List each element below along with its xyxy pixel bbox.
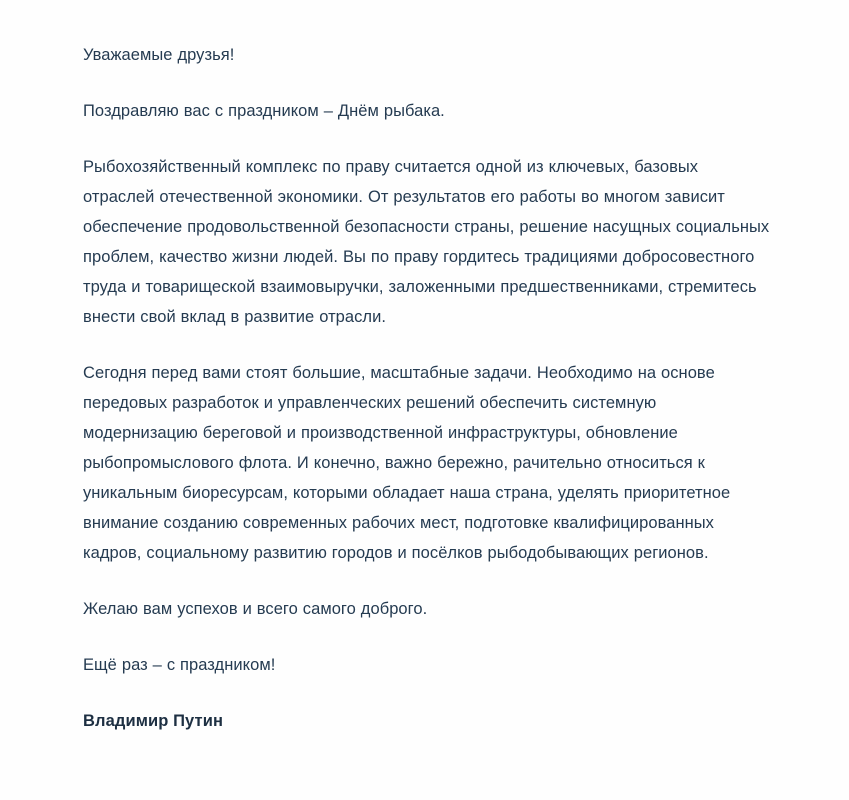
signature-spacer (83, 680, 773, 706)
paragraph-body-2: Сегодня перед вами стоят большие, масштабные задачи. Необходимо на основе передовых разработок и управленческих решений обеспечить системную модернизацию береговой и производственной инфраструктуры, обновление рыбопромыслового флота. И конечно, важно бережно, рачительно относиться к уникальным биоресурсам, которыми обладает наша страна, уделять приоритетное внимание созданию современных рабочих мест, подготовке квалифицированных кадров, социальному развитию городов и посёлков рыбодобывающих регионов. (83, 364, 731, 562)
paragraph-closing: Ещё раз – с праздником! (83, 656, 276, 674)
paragraph-wishes: Желаю вам успехов и всего самого доброго. (83, 600, 428, 618)
paragraph-spacer (83, 70, 773, 96)
paragraph-occasion: Поздравляю вас с праздником – Днём рыбака. (83, 102, 445, 120)
signature-name: Владимир Путин (83, 712, 224, 730)
paragraph-spacer (83, 624, 773, 650)
paragraph-spacer (83, 332, 773, 358)
paragraph-greeting: Уважаемые друзья! (83, 46, 235, 64)
paragraph-body-1: Рыбохозяйственный комплекс по праву считается одной из ключевых, базовых отраслей отечественной экономики. От результатов его работы во многом зависит обеспечение продовольственной безопасности страны, решение насущных социальных проблем, качество жизни людей. Вы по праву гордитесь традициями добросовестного труда и товарищеской взаимовыручки, заложенными предшественниками, стремитесь внести свой вклад в развитие отрасли. (83, 158, 770, 326)
letter-body (83, 40, 773, 736)
paragraph-spacer (83, 126, 773, 152)
paragraph-spacer (83, 568, 773, 594)
